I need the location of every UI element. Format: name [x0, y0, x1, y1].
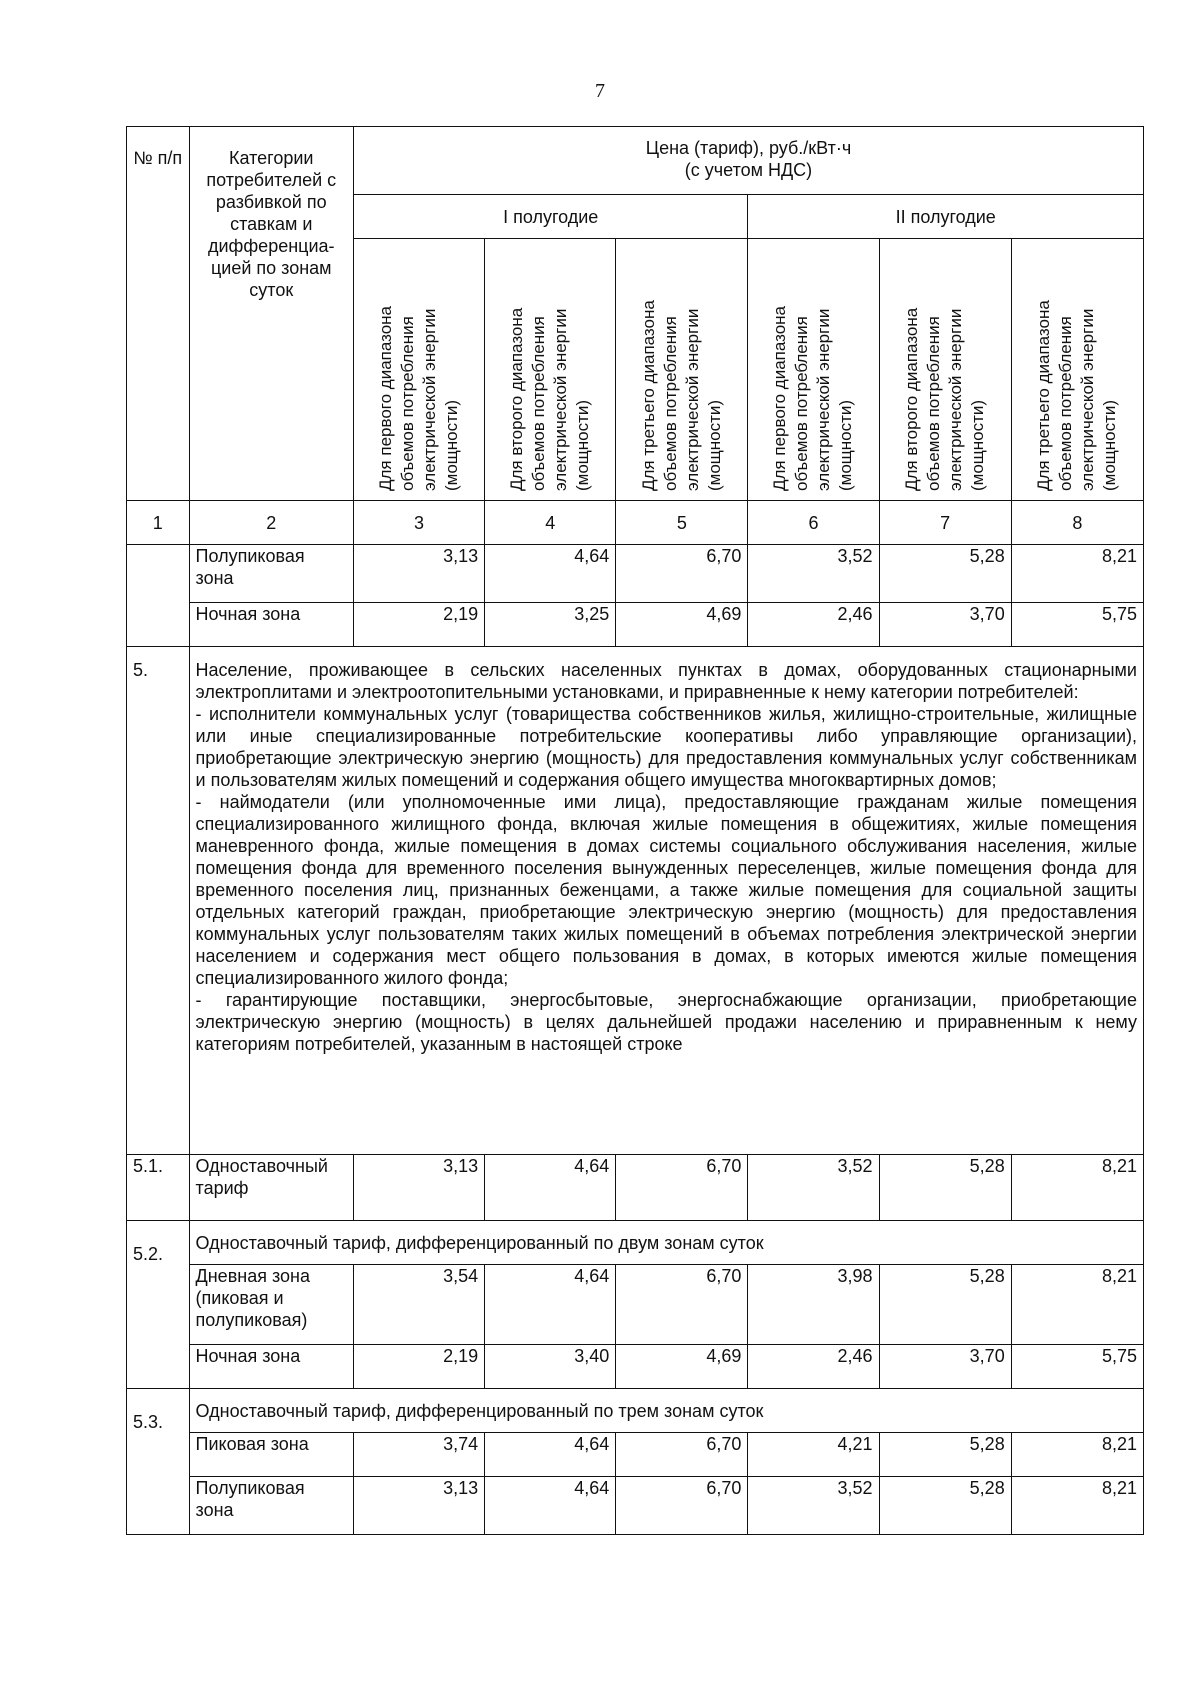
- row-value: 2,19: [353, 603, 484, 647]
- row-value: 8,21: [1011, 1265, 1143, 1345]
- row-5-1: [127, 1155, 1144, 1221]
- col-number-6: 6: [748, 501, 879, 545]
- col-number-7: 7: [879, 501, 1011, 545]
- row-value: 2,46: [748, 1345, 879, 1389]
- row-value: 4,64: [485, 1477, 616, 1535]
- row-value: 3,74: [353, 1433, 484, 1477]
- row-value: 5,28: [879, 1265, 1011, 1345]
- row-5-3-num: 5.3.: [127, 1389, 190, 1535]
- header-num: № п/п: [127, 127, 190, 501]
- row-value: 3,40: [485, 1345, 616, 1389]
- row-value: 3,98: [748, 1265, 879, 1345]
- table-row: [127, 603, 1144, 647]
- header-sub-1-text: Для первого диапазона объемов потребления электрической энергии (мощности): [376, 305, 462, 491]
- row-label: Дневная зона (пиковая и полупиковая): [189, 1265, 353, 1345]
- header-row: [127, 127, 1144, 195]
- row-5-1-num: 5.1.: [127, 1155, 190, 1221]
- row-value: 8,21: [1011, 1433, 1143, 1477]
- row-num-empty: [127, 545, 190, 647]
- column-numbers-row: [127, 501, 1144, 545]
- table-row: [127, 1433, 1144, 1477]
- row-5-3-title: Одноставочный тариф, дифференцированный по трем зонам суток: [189, 1389, 1143, 1433]
- section-5-paragraph: - гарантирующие поставщики, энергосбытовые, энергоснабжающие организации, приобретающие электрическую энергию (мощность) в целях дальнейшей продажи населению и приравненным к нему категориям потребителей, указанным в настоящей строке: [195, 990, 1137, 1054]
- section-5-num: 5.: [127, 647, 190, 1155]
- header-sub-6-text: Для третьего диапазона объемов потребления электрической энергии (мощности): [1034, 300, 1120, 491]
- row-value: 5,28: [879, 1477, 1011, 1535]
- row-value: 5,75: [1011, 1345, 1143, 1389]
- header-price-note: (с учетом НДС): [684, 160, 813, 180]
- row-value: 5,75: [1011, 603, 1143, 647]
- row-value: 2,19: [353, 1345, 484, 1389]
- row-label: Ночная зона: [189, 1345, 353, 1389]
- section-5-row: [127, 647, 1144, 1155]
- row-value: 4,64: [485, 1265, 616, 1345]
- page-number: 7: [595, 80, 605, 102]
- row-value: 3,13: [353, 1155, 484, 1221]
- tariff-table: [126, 126, 1144, 1535]
- header-category: Категории потребителей с разбивкой по ставкам и дифференциа-цией по зонам суток: [189, 127, 353, 501]
- col-number-8: 8: [1011, 501, 1143, 545]
- row-5-2-num: 5.2.: [127, 1221, 190, 1389]
- table-row: [127, 1265, 1144, 1345]
- row-value: 3,52: [748, 545, 879, 603]
- row-5-2-title: Одноставочный тариф, дифференцированный по двум зонам суток: [189, 1221, 1143, 1265]
- section-5-paragraph: - исполнители коммунальных услуг (товарищества собственников жилья, жилищно-строительные, жилищные или иные специализированные потребительские кооперативы либо управляющие организации), приобретающие электрическую энергию (мощность) для предоставления коммунальных услуг собственникам и пользователям жилых помещений и содержания общего имущества многоквартирных домов;: [195, 704, 1137, 790]
- row-value: 4,64: [485, 1155, 616, 1221]
- col-number-2: 2: [189, 501, 353, 545]
- row-label: Ночная зона: [189, 603, 353, 647]
- row-label: Полупиковая зона: [189, 1477, 353, 1535]
- row-value: 2,46: [748, 603, 879, 647]
- row-value: 8,21: [1011, 1477, 1143, 1535]
- header-sub-5: [879, 239, 1011, 501]
- row-value: 3,70: [879, 1345, 1011, 1389]
- col-number-3: 3: [353, 501, 484, 545]
- section-5-paragraph: - наймодатели (или уполномоченные ими лица), предоставляющие гражданам жилые помещения специализированного жилищного фонда, включая жилые помещения в общежитиях, жилые помещения маневренного фонда, жилые помещения в домах системы социального обслуживания населения, жилые помещения фонда для временного поселения вынужденных переселенцев, жилые помещения фонда для временного поселения лиц, признанных беженцами, а также жилые помещения для социальной защиты отдельных категорий граждан, приобретающие электрическую энергию (мощность) для предоставления коммунальных услуг пользователям таких жилых помещений в объемах потребления электрической энергии населением и содержания мест общего пользования в домах, в которых имеются жилые помещения специализированного жилого фонда;: [195, 792, 1137, 988]
- header-price: [353, 127, 1143, 195]
- row-value: 4,64: [485, 545, 616, 603]
- header-sub-4-text: Для первого диапазона объемов потребления электрической энергии (мощности): [770, 305, 856, 491]
- row-value: 8,21: [1011, 545, 1143, 603]
- row-label: Полупиковая зона: [189, 545, 353, 603]
- row-value: 3,13: [353, 1477, 484, 1535]
- row-value: 5,28: [879, 545, 1011, 603]
- header-sub-1: [353, 239, 484, 501]
- col-number-1: 1: [127, 501, 190, 545]
- row-value: 4,21: [748, 1433, 879, 1477]
- header-sub-2: [485, 239, 616, 501]
- table-row: [127, 1345, 1144, 1389]
- table-row: [127, 545, 1144, 603]
- row-5-2-title-row: [127, 1221, 1144, 1265]
- header-half-2: II полугодие: [748, 195, 1144, 239]
- header-sub-3-text: Для третьего диапазона объемов потребления электрической энергии (мощности): [638, 300, 724, 491]
- row-value: 6,70: [616, 1433, 748, 1477]
- row-value: 4,64: [485, 1433, 616, 1477]
- row-value: 4,69: [616, 603, 748, 647]
- row-value: 3,25: [485, 603, 616, 647]
- header-sub-2-text: Для второго диапазона объемов потребления электрической энергии (мощности): [507, 307, 593, 491]
- row-value: 3,54: [353, 1265, 484, 1345]
- section-5-description: [189, 647, 1143, 1155]
- row-value: 3,52: [748, 1155, 879, 1221]
- section-5-paragraph: Население, проживающее в сельских населенных пунктах в домах, оборудованных стационарными электроплитами и электроотопительными установками, и приравненные к нему категории потребителей:: [195, 660, 1137, 702]
- header-price-title: Цена (тариф), руб./кВт·ч: [645, 138, 852, 158]
- row-value: 4,69: [616, 1345, 748, 1389]
- row-value: 6,70: [616, 1265, 748, 1345]
- header-sub-5-text: Для второго диапазона объемов потребления электрической энергии (мощности): [902, 307, 988, 491]
- row-value: 6,70: [616, 545, 748, 603]
- row-value: 8,21: [1011, 1155, 1143, 1221]
- row-5-3-title-row: [127, 1389, 1144, 1433]
- table-row: [127, 1477, 1144, 1535]
- header-half-1: I полугодие: [353, 195, 747, 239]
- row-value: 5,28: [879, 1155, 1011, 1221]
- header-sub-6: [1011, 239, 1143, 501]
- row-value: 3,52: [748, 1477, 879, 1535]
- col-number-5: 5: [616, 501, 748, 545]
- row-value: 5,28: [879, 1433, 1011, 1477]
- row-value: 3,70: [879, 603, 1011, 647]
- row-5-1-label: Одноставочный тариф: [189, 1155, 353, 1221]
- row-value: 6,70: [616, 1477, 748, 1535]
- header-sub-3: [616, 239, 748, 501]
- header-sub-4: [748, 239, 879, 501]
- row-value: 3,13: [353, 545, 484, 603]
- row-value: 6,70: [616, 1155, 748, 1221]
- row-label: Пиковая зона: [189, 1433, 353, 1477]
- col-number-4: 4: [485, 501, 616, 545]
